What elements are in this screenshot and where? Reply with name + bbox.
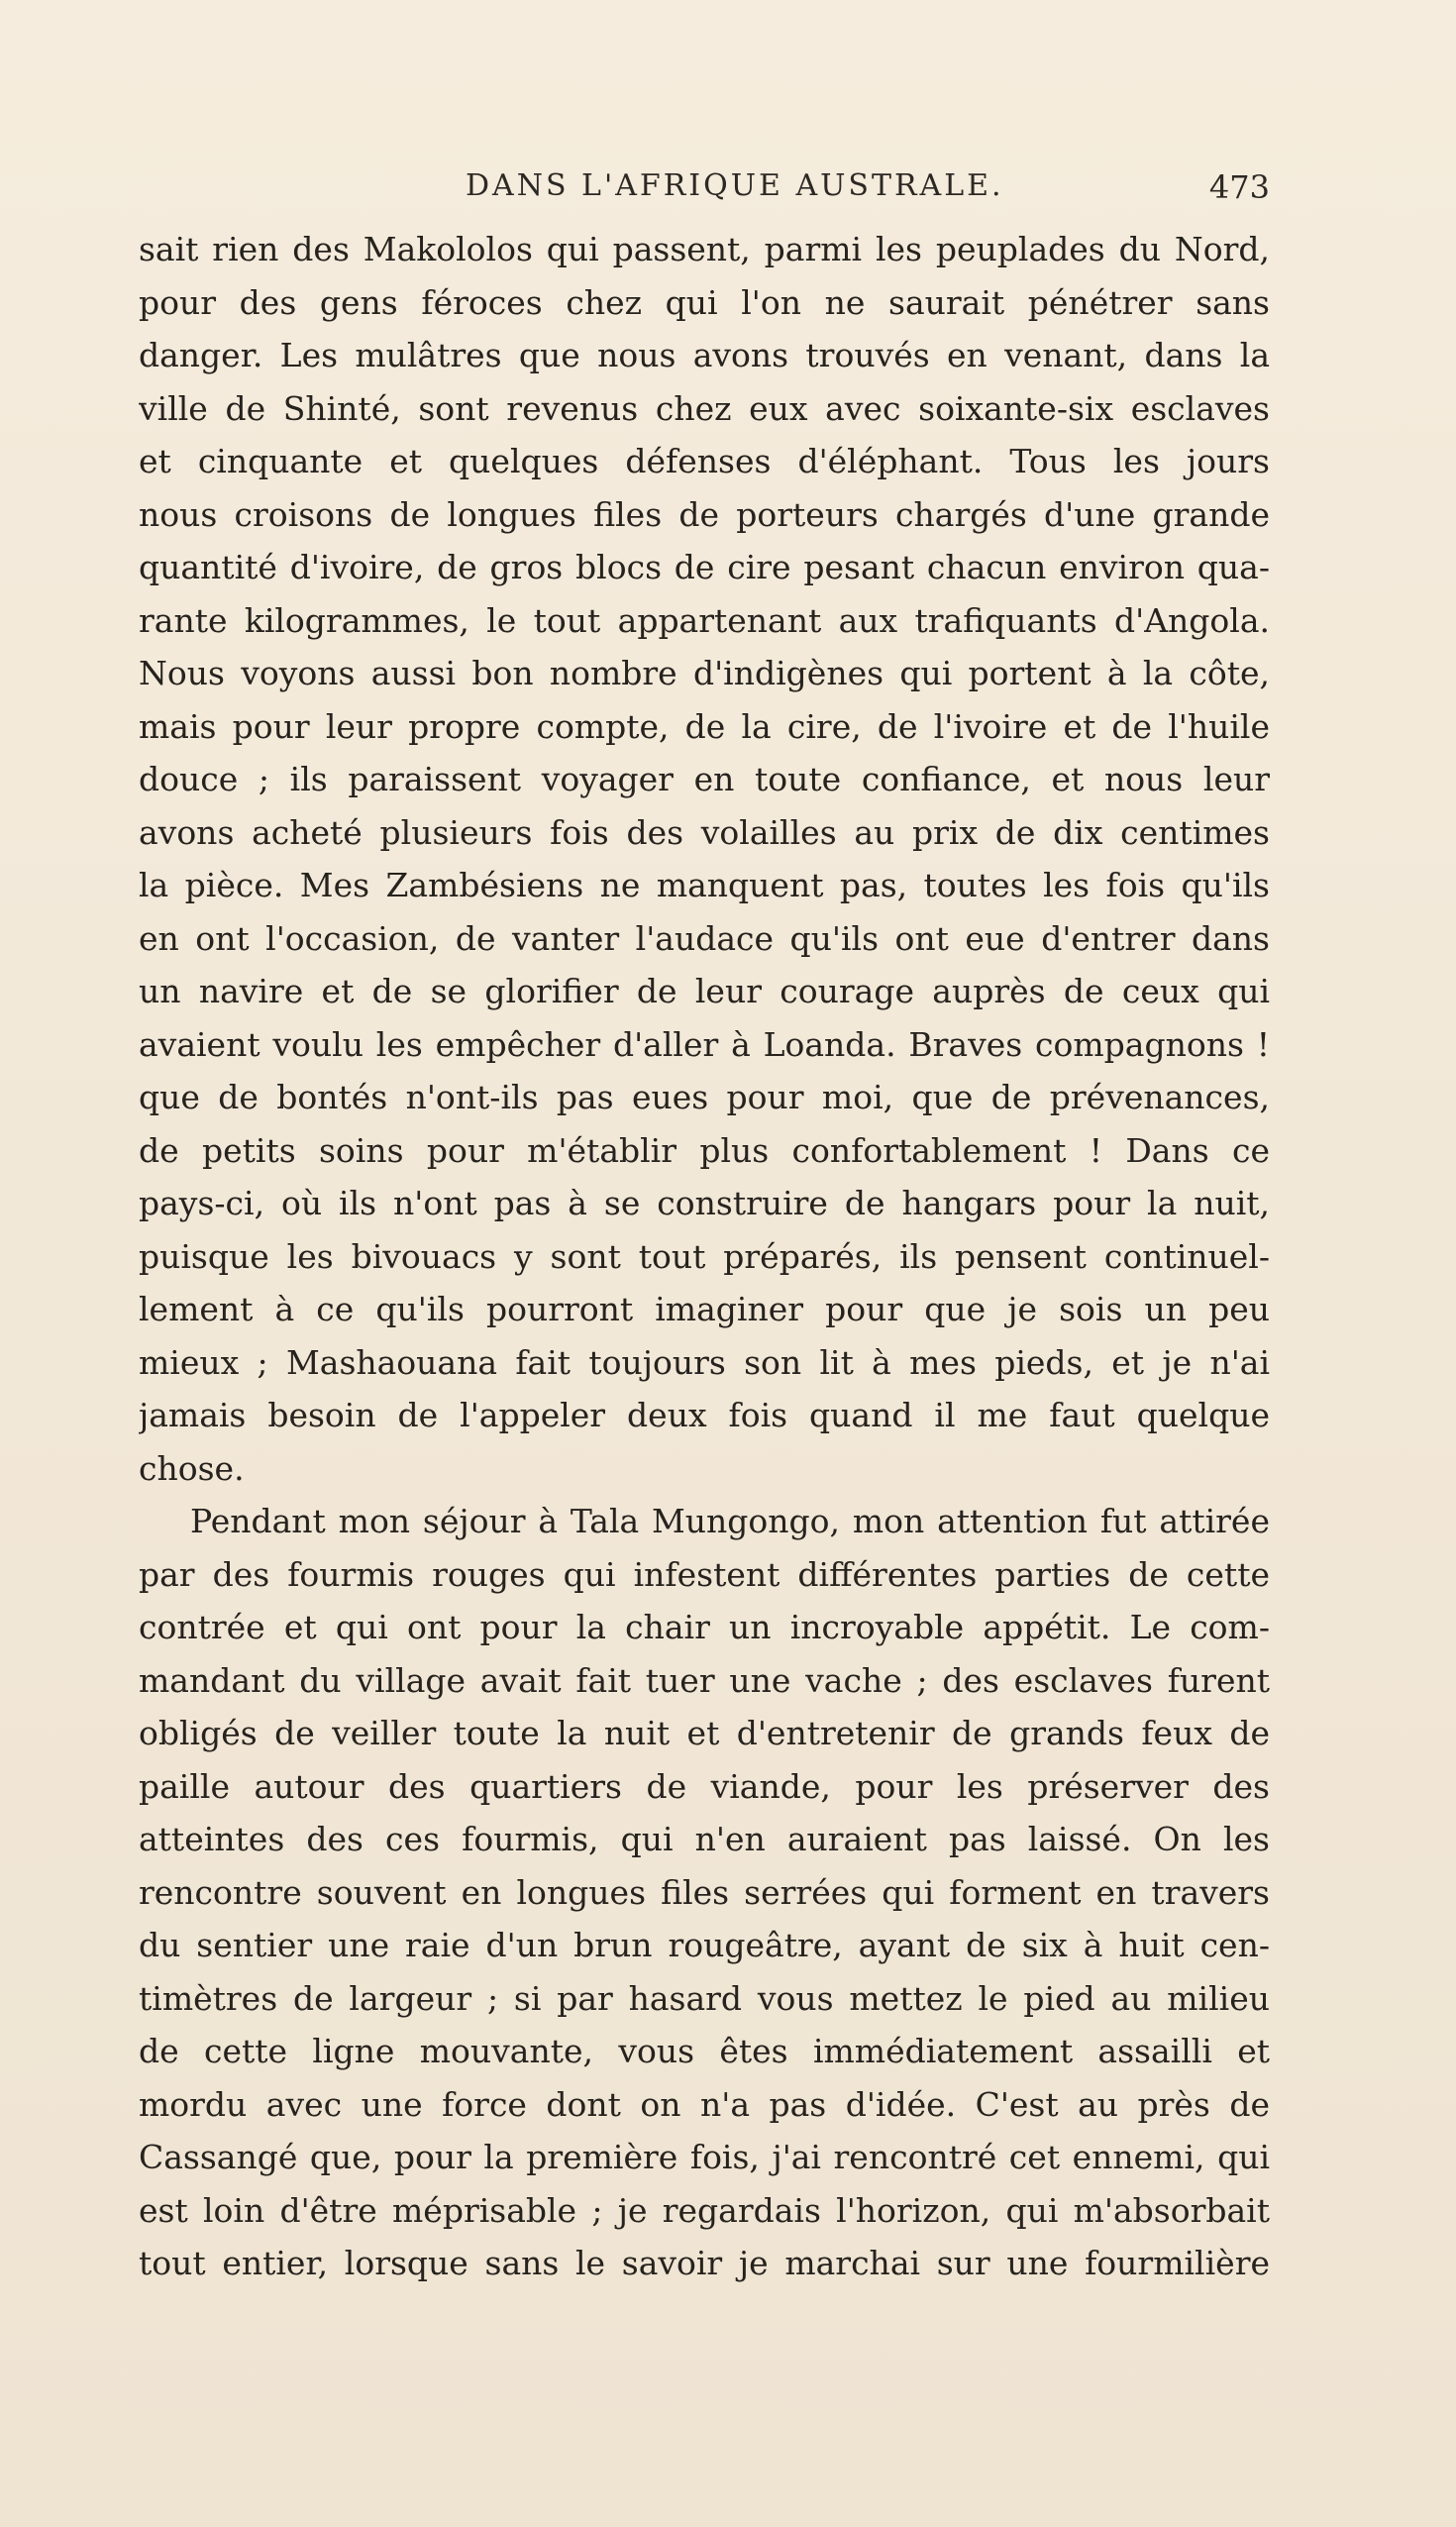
text-line: du sentier une raie d'un brun rougeâtre, ayant de six à huit cen-	[139, 1926, 1270, 1964]
text-line: mordu avec une force dont on n'a pas d'idée. C'est au près de	[139, 2084, 1270, 2124]
text-line: mandant du village avait fait tuer une vache ; des esclaves furent	[139, 1660, 1270, 1700]
text-line: douce ; ils paraissent voyager en toute confiance, et nous leur	[139, 760, 1270, 798]
text-line: tout entier, lorsque sans le savoir je marchai sur une fourmilière	[139, 2244, 1270, 2282]
text-line: danger. Les mulâtres que nous avons trouvés en venant, dans la	[139, 336, 1270, 374]
text-line: de petits soins pour m'établir plus confortablement ! Dans ce	[139, 1130, 1270, 1170]
text-line: sait rien des Makololos qui passent, parmi les peuplades du Nord,	[139, 230, 1270, 268]
text-line: chose.	[139, 1448, 245, 1488]
text-line: pays-ci, où ils n'ont pas à se construire de hangars pour la nuit,	[139, 1184, 1270, 1222]
text-line: est loin d'être méprisable ; je regardais l'horizon, qui m'absorbait	[139, 2190, 1270, 2230]
text-line: Pendant mon séjour à Tala Mungongo, mon attention fut attirée	[190, 1502, 1270, 1540]
text-line: puisque les bivouacs y sont tout préparés, ils pensent continuel-	[139, 1236, 1270, 1276]
text-line: pour des gens féroces chez qui l'on ne saurait pénétrer sans	[139, 282, 1270, 322]
text-line: la pièce. Mes Zambésiens ne manquent pas, toutes les fois qu'ils	[139, 866, 1270, 904]
text-line: rencontre souvent en longues files serrées qui forment en travers	[139, 1872, 1270, 1912]
text-line: mais pour leur propre compte, de la cire, de l'ivoire et de l'huile	[139, 706, 1270, 746]
text-line: obligés de veiller toute la nuit et d'entretenir de grands feux de	[139, 1714, 1270, 1752]
text-line: contrée et qui ont pour la chair un incroyable appétit. Le com-	[139, 1608, 1270, 1646]
text-line: quantité d'ivoire, de gros blocs de cire pesant chacun environ qua-	[139, 548, 1270, 586]
text-line: Nous voyons aussi bon nombre d'indigènes qui portent à la côte,	[139, 654, 1270, 692]
text-line: mieux ; Mashaouana fait toujours son lit à mes pieds, et je n'ai	[139, 1342, 1270, 1382]
text-line: un navire et de se glorifier de leur courage auprès de ceux qui	[139, 972, 1270, 1010]
text-line: par des fourmis rouges qui infestent différentes parties de cette	[139, 1554, 1270, 1594]
text-line: jamais besoin de l'appeler deux fois quand il me faut quelque	[139, 1396, 1270, 1434]
text-line: que de bontés n'ont-ils pas eues pour moi, que de prévenances,	[139, 1078, 1270, 1116]
page-header	[139, 158, 1270, 218]
text-line: timètres de largeur ; si par hasard vous mettez le pied au milieu	[139, 1978, 1270, 2018]
text-line: lement à ce qu'ils pourront imaginer pour que je sois un peu	[139, 1290, 1270, 1328]
text-line: Cassangé que, pour la première fois, j'ai rencontré cet ennemi, qui	[139, 2138, 1270, 2176]
text-line: en ont l'occasion, de vanter l'audace qu'ils ont eue d'entrer dans	[139, 918, 1270, 958]
text-line: nous croisons de longues files de porteurs chargés d'une grande	[139, 494, 1270, 534]
text-line: et cinquante et quelques défenses d'éléphant. Tous les jours	[139, 442, 1270, 480]
text-line: rante kilogrammes, le tout appartenant aux trafiquants d'Angola.	[139, 600, 1270, 640]
page-number: 473	[1208, 168, 1270, 206]
text-line: avons acheté plusieurs fois des volailles au prix de dix centimes	[139, 812, 1270, 852]
running-head: DANS L'AFRIQUE AUSTRALE.	[466, 168, 1004, 203]
text-line: paille autour des quartiers de viande, pour les préserver des	[139, 1766, 1270, 1806]
text-line: de cette ligne mouvante, vous êtes immédiatement assailli et	[139, 2032, 1270, 2070]
text-line: ville de Shinté, sont revenus chez eux avec soixante-six esclaves	[139, 388, 1270, 428]
body-text	[139, 223, 1270, 2290]
text-line: atteintes des ces fourmis, qui n'en auraient pas laissé. On les	[139, 1820, 1270, 1858]
text-line: avaient voulu les empêcher d'aller à Loanda. Braves compagnons !	[139, 1024, 1270, 1064]
